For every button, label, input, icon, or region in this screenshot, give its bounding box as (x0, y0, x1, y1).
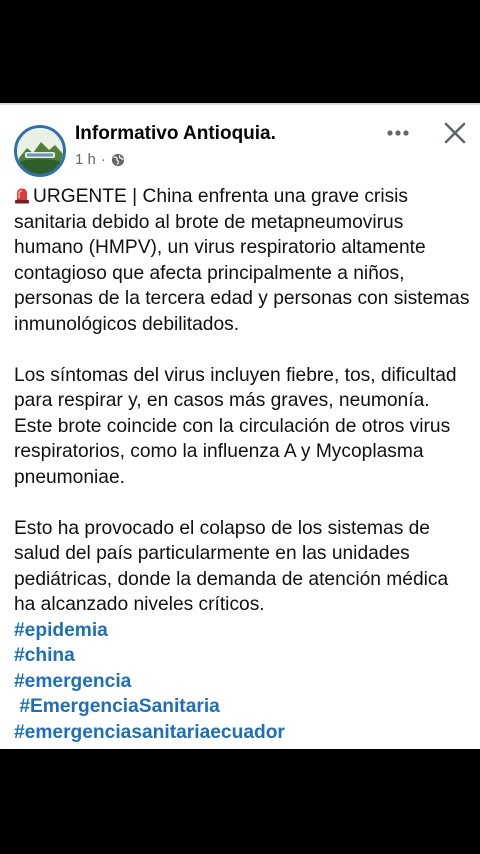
globe-icon[interactable] (111, 153, 125, 167)
hashtag-epidemia[interactable]: #epidemia (14, 619, 108, 641)
page-logo-icon (17, 128, 63, 174)
police-light-emoji (14, 187, 30, 204)
hashtag-emergencia-sanitaria-ecuador[interactable]: #emergenciasanitariaecuador (14, 721, 285, 743)
post-paragraph-3: Esto ha provocado el colapso de los sistemas de salud del país particularmente en las unidades pediátricas, donde la demanda de atención médica ha alcanzado niveles críticos. (14, 517, 449, 615)
hashtag-china[interactable]: #china (14, 645, 75, 666)
post-paragraph-1 (14, 184, 472, 337)
more-horizontal-icon (386, 129, 410, 137)
paragraph-gap (14, 337, 472, 363)
post-meta (75, 151, 125, 168)
close-icon (444, 122, 466, 144)
post-card (0, 103, 480, 749)
top-letterbox (0, 0, 480, 103)
page-avatar[interactable] (14, 125, 66, 177)
paragraph-gap (14, 490, 472, 516)
hashtag-emergencia-sanitaria[interactable]: #EmergenciaSanitaria (14, 696, 220, 717)
author-name[interactable]: Informativo Antioquia. (75, 123, 276, 144)
bottom-letterbox (0, 749, 480, 854)
post-time[interactable]: 1 h (75, 151, 96, 168)
more-options-button[interactable] (384, 119, 412, 147)
post-body (14, 184, 472, 745)
post-paragraph-2: Los síntomas del virus incluyen fiebre, tos, dificultad para respirar y, en casos más graves, neumonía. Este brote coincide con la circulación de otros virus respiratorios, como la influenza A y Mycoplasma pneumoniae. (14, 364, 457, 488)
meta-separator: · (100, 151, 106, 168)
close-button[interactable] (441, 119, 469, 147)
hashtag-emergencia[interactable]: #emergencia (14, 670, 132, 692)
post-paragraph-1-text: URGENTE | China enfrenta una grave crisis sanitaria debido al brote de metapneumovirus humano (HMPV), un virus respiratorio altamente contagioso que afecta principalmente a niños, personas de la tercera edad y personas con sistemas inmunológicos debilitados. (14, 186, 470, 335)
